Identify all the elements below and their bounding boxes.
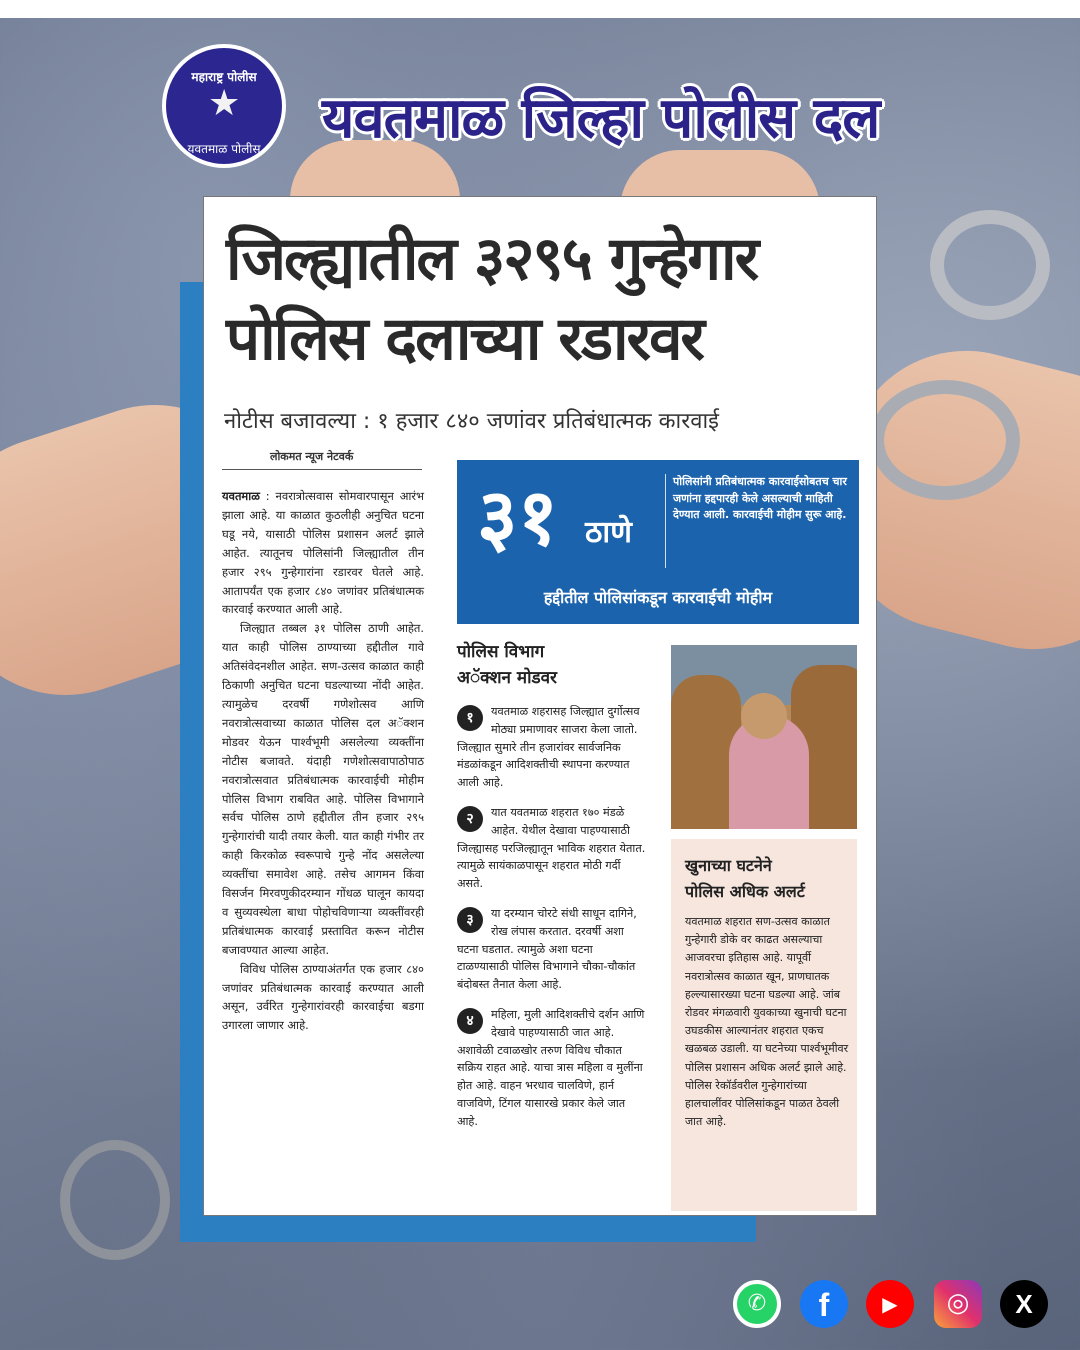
page-title: यवतमाळ जिल्हा पोलीस दल: [322, 86, 880, 151]
police-action-title: [457, 639, 557, 691]
police-action-title-line-2: अॅक्शन मोडवर: [457, 668, 557, 688]
facebook-icon[interactable]: f: [800, 1280, 848, 1328]
police-action-title-line-1: पोलिस विभाग: [457, 642, 545, 662]
headline: [226, 219, 866, 379]
list-item: [457, 703, 647, 792]
list-item-text: यवतमाळ शहरासह जिल्ह्यात दुर्गोत्सव मोठ्या प्रमाणावर साजरा केला जातो. जिल्ह्यात सुमारे तीन हजारांवर सार्वजनिक मंडळांकडून आदिशक्तीची स्थापना करण्यात आली आहे.: [457, 705, 640, 790]
instagram-icon[interactable]: ◎: [934, 1280, 982, 1328]
alert-text: यवतमाळ शहरात सण-उत्सव काळात गुन्हेगारी डोके वर काढत असल्याचा आजवरचा इतिहास आहे. यापूर्वी नवरात्रोत्सव काळात खून, प्राणघातक हल्ल्यासारख्या घटना घडल्या आहे. जांब रोडवर मंगळवारी युवकाच्या खुनाची घटना उघडकीस आल्यानंतर शहरात एकच खळबळ उडाली. या घटनेच्या पार्श्वभूमीवर पोलिस प्रशासन अधिक अलर्ट झाले आहे. पोलिस रेकॉर्डवरील गुन्हेगारांच्या हालचालींवर पोलिसांकडून पाळत ठेवली जात आहे.: [685, 915, 849, 1129]
box-divider: [665, 474, 666, 568]
list-item-text: यात यवतमाळ शहरात १७० मंडळे आहेत. येथील देखावा पाहण्यासाठी जिल्ह्यासह परजिल्ह्यातून भाविक शहरात येतात. त्यामुळे सायंकाळपासून शहरात मोठी गर्दी असते.: [457, 805, 646, 891]
handcuff-icon: [930, 210, 1050, 320]
dateline: यवतमाळ: [222, 489, 260, 503]
stations-caption: हद्दीतील पोलिसांकडून कारवाईची मोहीम: [543, 588, 773, 607]
logo-bottom-text: यवतमाळ पोलीस: [187, 142, 261, 156]
list-item-text: महिला, मुली आदिशक्तीचे दर्शन आणि देखावे पाहण्यासाठी जात आहे. अशावेळी टवाळखोर तरुण विविध चौकात सक्रिय राहत आहे. याचा त्रास महिला व मुलींना होत आहे. वाहन भरधाव चालविणे, हार्न वाजविणे, टिंगल यासारखे प्रकार केले जात आहे.: [457, 1007, 645, 1128]
alert-title: [685, 853, 805, 905]
star-badge-icon: ★: [208, 83, 241, 124]
stations-note: पोलिसांनी प्रतिबंधात्मक कारवाईसोबतच चार जणांना हद्दपारही केले असल्याची माहिती देण्यात आली. कारवाईची मोहीम सुरू आहे.: [673, 475, 847, 521]
article-paragraph: विविध पोलिस ठाण्याअंतर्गत एक हजार ८४० जणांवर प्रतिबंधात्मक कारवाई करण्यात आली असून, उर्वरित गुन्हेगारांवरही कारवाईचा बडगा उगारला जाणार आहे.: [222, 961, 424, 1033]
article-paragraph: [222, 487, 424, 619]
logo-top-text: महाराष्ट्र पोलीस: [191, 70, 257, 84]
police-action-list: [457, 703, 647, 1143]
arrest-illustration: [671, 645, 857, 829]
handcuff-ring-icon: [60, 1140, 170, 1260]
list-item: [457, 804, 647, 893]
number-badge: १: [457, 705, 483, 731]
handcuff-ring-icon: [870, 380, 1020, 500]
top-border: [0, 0, 1080, 18]
number-badge: २: [457, 806, 483, 832]
alert-title-line-2: पोलिस अधिक अलर्ट: [685, 882, 805, 901]
byline: लोकमत न्यूज नेटवर्क: [270, 450, 354, 463]
youtube-icon[interactable]: ▶: [866, 1280, 914, 1328]
paragraph-text: : नवरात्रोत्सवास सोमवारपासून आरंभ झाला आहे. या काळात कुठलीही अनुचित घटना घडू नये, यासाठी पोलिस प्रशासन अलर्ट झाले आहेत. त्यातूनच पोलिसांनी जिल्ह्यातील तीन हजार २९५ गुन्हेगारांना रडारवर घेतले आहे. आतापर्यंत एक हजार ८४० जणांवर प्रतिबंधात्मक कारवाई करण्यात आली आहे.: [222, 489, 424, 617]
list-item: [457, 905, 647, 994]
whatsapp-icon[interactable]: ✆: [733, 1280, 781, 1328]
byline-divider: [222, 469, 422, 470]
stations-count: ३१: [477, 473, 559, 563]
article-paragraph: जिल्ह्यात तब्बल ३१ पोलिस ठाणी आहेत. यात काही पोलिस ठाण्याच्या हद्दीतील गावे अतिसंवेदनशील आहेत. सण-उत्सव काळात काही ठिकाणी अनुचित घटना घडल्याच्या नोंदी आहेत. त्यामुळेच दरवर्षी गणेशोत्सव आणि नवरात्रोत्सवाच्या काळात पोलिस दल अॅक्शन मोडवर येऊन पार्श्वभूमी असलेल्या व्यक्तींना नोटीस बजावते. यंदाही गणेशोत्सवापाठोपाठ नवरात्रोत्सवात प्रतिबंधात्मक कारवाईची मोहीम पोलिस विभाग राबवित आहे. पोलिस विभागाने सर्वच पोलिस ठाणे हद्दीतील तीन हजार २९५ गुन्हेगारांची यादी तयार केली. यात काही गंभीर तर काही किरकोळ स्वरूपाचे गुन्हे नोंद असलेल्या व्यक्तींचा समावेश आहे. तसेच आगमन किंवा विसर्जन मिरवणुकीदरम्यान गोंधळ घालून कायदा व सुव्यवस्थेला बाधा पोहोचविणाऱ्या व्यक्तींवरही प्रतिबंधात्मक कारवाई प्रस्तावित करून नोटीस बजावण्यात आल्या आहेत.: [222, 621, 424, 957]
list-item-text: या दरम्यान चोरटे संधी साधून दागिने, रोख लंपास करतात. दरवर्षी अशा घटना घडतात. त्यामुळे अशा घटना टाळण्यासाठी पोलिस विभागाने चौका-चौकांत बंदोबस्त तैनात केला आहे.: [457, 906, 637, 992]
newspaper-clipping: [203, 196, 877, 1216]
article-body: [222, 487, 424, 1035]
alert-title-line-1: खुनाच्या घटनेने: [685, 856, 772, 875]
stations-highlight-box: [457, 460, 859, 624]
headline-line-2: पोलिस दलाच्या रडारवर: [226, 304, 703, 374]
police-logo: [162, 44, 286, 168]
stations-label: ठाणे: [585, 515, 632, 550]
alert-box: [671, 839, 857, 1211]
list-item: [457, 1006, 647, 1131]
number-badge: ४: [457, 1008, 483, 1034]
headline-line-1: जिल्ह्यातील ३२९५ गुन्हेगार: [226, 224, 758, 294]
x-icon[interactable]: X: [1000, 1280, 1048, 1328]
subheadline: नोटीस बजावल्या : १ हजार ८४० जणांवर प्रतिबंधात्मक कारवाई: [224, 409, 719, 434]
number-badge: ३: [457, 907, 483, 933]
